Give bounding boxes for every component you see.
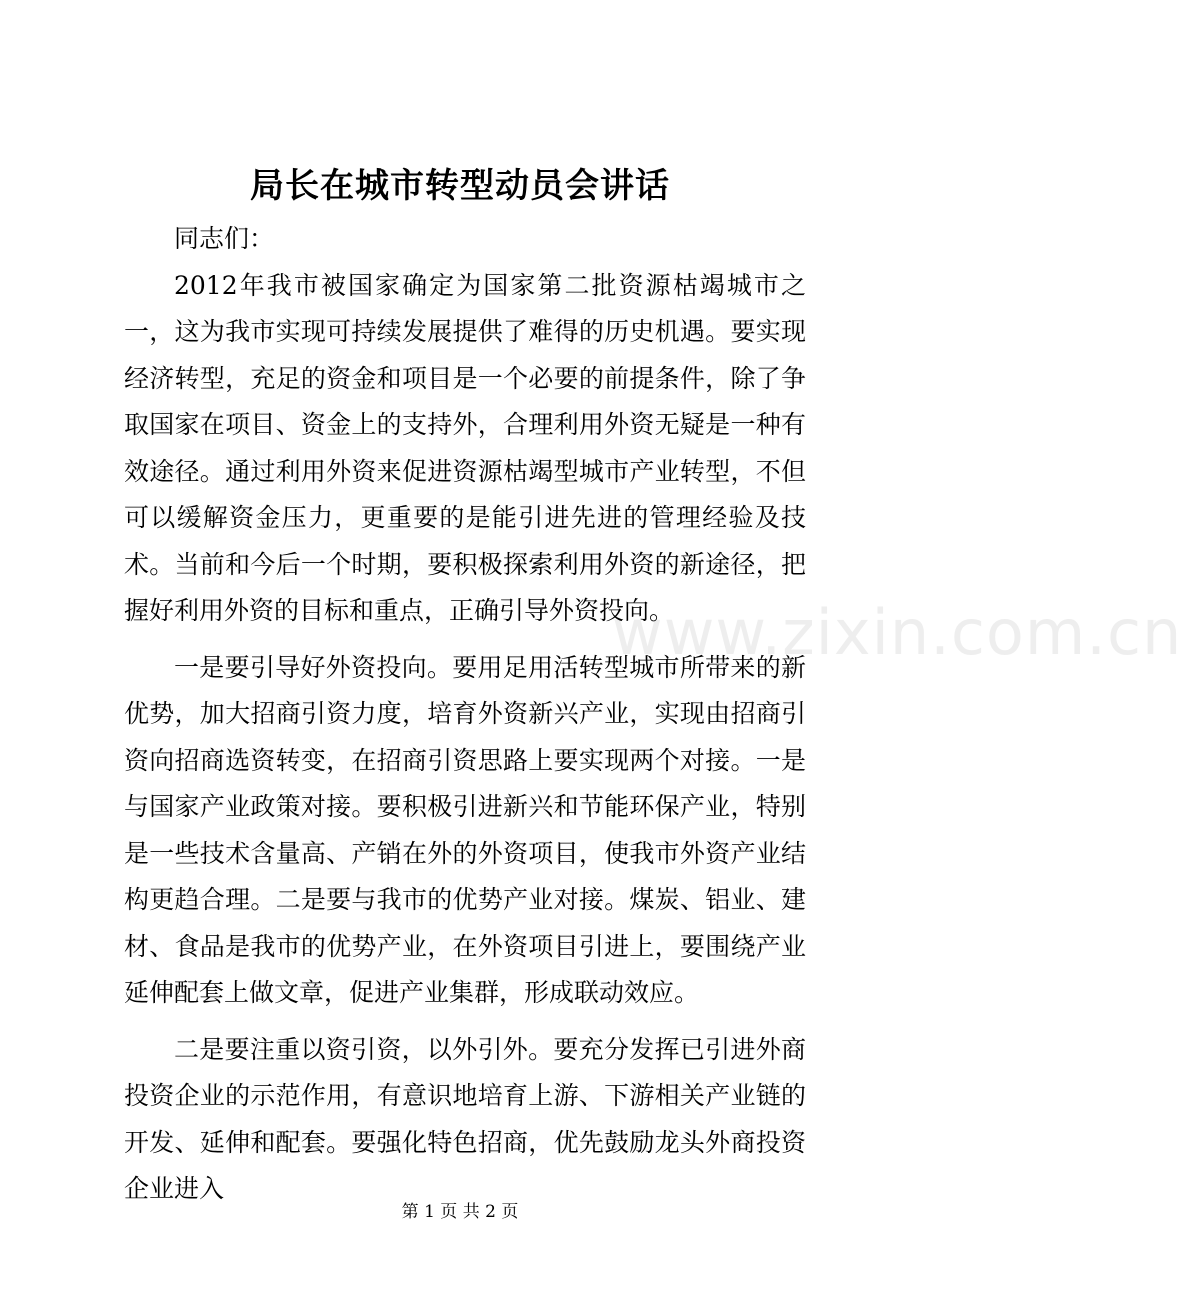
watermark: www.zixin.com.cn — [612, 596, 1182, 669]
page-footer: 第 1 页 共 2 页 — [401, 1202, 519, 1222]
paragraph-3: 二是要注重以资引资，以外引外。要充分发挥已引进外商投资企业的示范作用，有意识地培育上游、下游相关产业链的开发、延伸和配套。要强化特色招商，优先鼓励龙头外商投资企业进入 — [124, 1034, 806, 1203]
paragraph-2: 一是要引导好外资投向。要用足用活转型城市所带来的新优势，加大招商引资力度，培育外资新兴产业，实现由招商引资向招商选资转变，在招商引资思路上要实现两个对接。一是与国家产业政策对接。要积极引进新兴和节能环保产业，特别是一些技术含量高、产销在外的外资项目，使我市外资产业结构更趋合理。二是要与我市的优势产业对接。煤炭、铝业、建材、食品是我市的优势产业，在外资项目引进上，要围绕产业延伸配套上做文章，促进产业集群，形成联动效应。 — [124, 652, 806, 1007]
document-body — [124, 216, 806, 1213]
paragraph-1: 2012年我市被国家确定为国家第二批资源枯竭城市之一，这为我市实现可持续发展提供了难得的历史机遇。要实现经济转型，充足的资金和项目是一个必要的前提条件，除了争取国家在项目、资金上的支持外，合理利用外资无疑是一种有效途径。通过利用外资来促进资源枯竭型城市产业转型，不但可以缓解资金压力，更重要的是能引进先进的管理经验及技术。当前和今后一个时期，要积极探索利用外资的新途径，把握好利用外资的目标和重点，正确引导外资投向。 — [124, 270, 806, 625]
document-title: 局长在城市转型动员会讲话 — [250, 166, 670, 206]
greeting: 同志们： — [174, 224, 275, 253]
